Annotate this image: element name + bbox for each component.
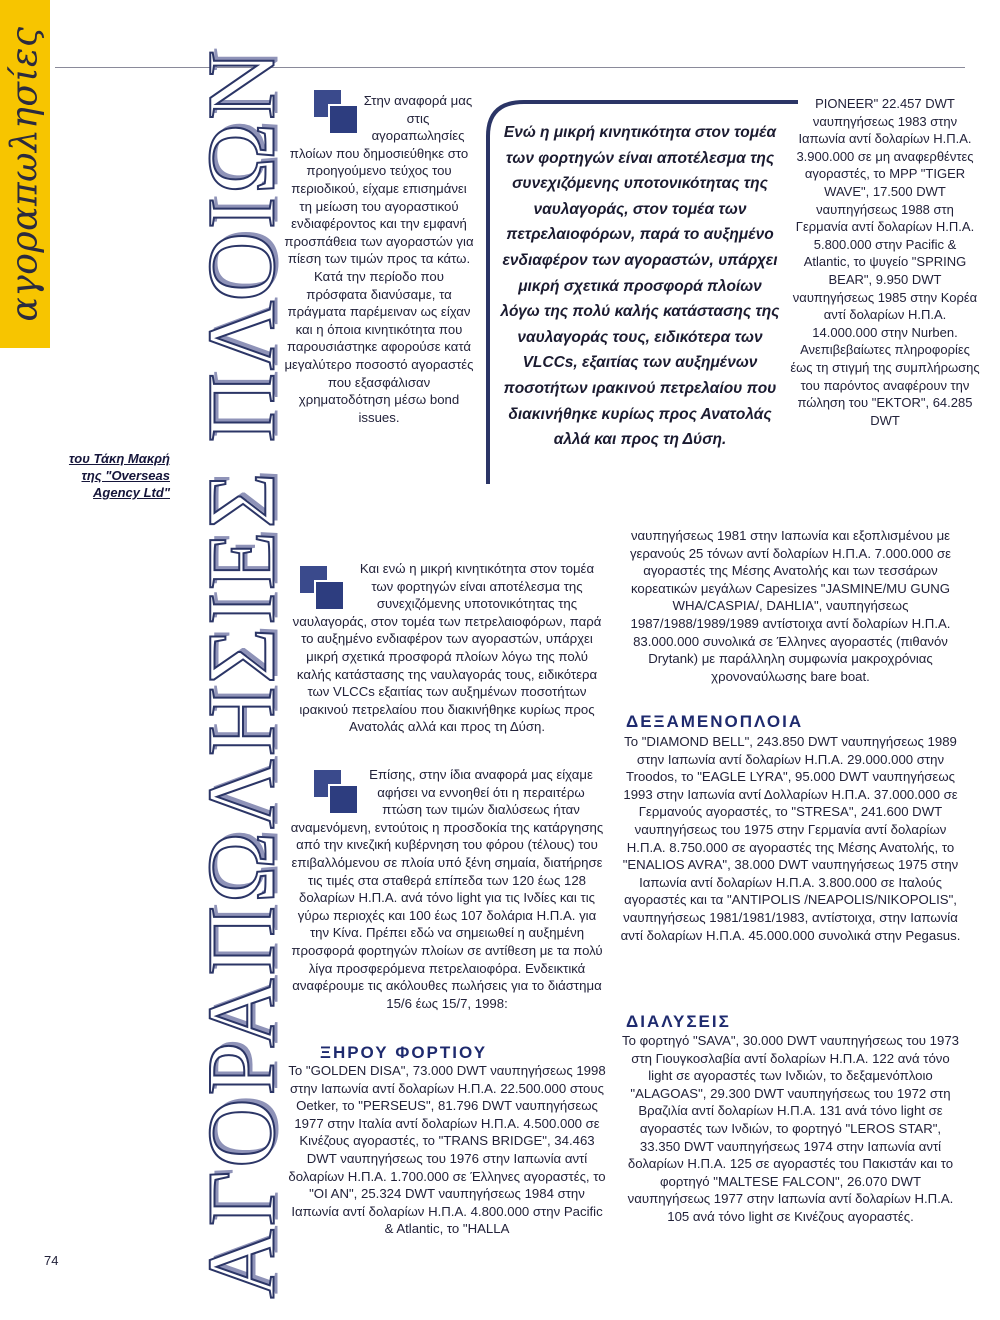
scrapping-heading: ΔΙΑΛΥΣΕΙΣ — [626, 1012, 731, 1031]
tankers-text: Το "DIAMOND BELL", 243.850 DWT ναυπηγήσεως 1989 στην Ιαπωνία αντί δολαρίων Η.Π.Α. 29.000.000 στην Troodos, το "EAGLE LYRA", 95.000 DWT ναυπηγήσεως 1993 στην Ιαπωνία αντί Δολλαρίων Η.Π.Α. 37.000.000 σε Γερμανούς αγοραστές, το "STRESA", 241.600 DWT ναυπηγήσεως του 1975 στην Γερμανία αντί δολαρίων Η.Π.Α. 8.750.000 σε αγοραστές της Μέσης Ανατολής, το "ENALIOS AVRA", 38.000 DWT ναυπηγήσεως 1975 στην Ιαπωνία αντί δολαρίων Η.Π.Α. 3.800.000 σε Ιταλούς αγοραστές και τα "ANTIPOLIS /NEAPOLIS/NIKOPOLIS", ναυπηγήσεως 1981/1981/1983, αντίστοιχα, στην Ιαπωνία αντί δολαρίων Η.Π.Α. 45.000.000 συνολικά στην Pegasus. — [620, 734, 961, 943]
article-headline: ΑΓΟΡΑΠΩΛΗΣΙΕΣ ΠΛΟΙΩΝ — [187, 47, 295, 1299]
dry-cargo-text: Το "GOLDEN DISA", 73.000 DWT ναυπηγήσεως 1998 στην Ιαπωνία αντί δολαρίων Η.Π.Α. 22.500.000 στους Oetker, το "PERSEUS", 81.796 DWT ναυπηγήσεως 1977 στην Ιταλία αντί δολαρίων Η.Π.Α. 4.500.000 σε Κινέζους αγοραστές, το "TRANS BRIDGE", 34.463 DWT ναυπηγήσεως του 1976 στην Ιαπωνία αντί δολαρίων Η.Π.Α. 1.700.000 σε Έλληνες αγοραστές, το "OI AN", 25.324 DWT ναυπηγήσεως 1984 στην Ιαπωνία αντί δολαρίων Η.Π.Α. 4.800.000 στην Pacific & Atlantic, το "HALLA — [288, 1063, 606, 1237]
pull-quote — [484, 96, 802, 488]
headline-container — [186, 47, 296, 1299]
intro-paragraph — [284, 92, 474, 426]
right-column-top: PIONEER" 22.457 DWT ναυπηγήσεως 1983 στην Ιαπωνία αντί δολαρίων Η.Π.Α. 3.900.000 σε μη αναφερθέντες αγοραστές, το MPP "TIGER WAVE", 17.500 DWT ναυπηγήσεως 1988 στη Γερμανία αντί δολαρίων Η.Π.Α. 5.800.000 στην Pacific & Atlantic, το ψυγείο "SPRING BEAR", 9.950 DWT ναυπηγήσεως 1985 στην Κορέα αντί δολαρίων Η.Π.Α. 14.000.000 στην Nurben. Ανεπιβεβαίωτες πληροφορίες έως τη στιγμή της συμπλήρωσης του παρόντος αναφέρουν την πώληση του "EKTOR", 64.285 DWT — [790, 96, 980, 428]
page-number: 74 — [44, 1253, 59, 1268]
second-paragraph — [288, 560, 606, 736]
third-paragraph-text: Επίσης, στην ίδια αναφορά μας είχαμε αφήσει να εννοηθεί ότι η περαιτέρω πτώση των τιμών διαλύσεως ήταν αναμενόμενη, εντούτοις η προσδοκία της κατάργησης από την κινεζική κυβέρνηση του φόρου (τέλους) του επιβαλλόμενου σε πλοία υπό ξένη σημαία, διατήρησε τις τιμές στα σταθερά επίπεδα των 120 έως 128 δολαρίων Η.Π.Α. ανά τόνο light για τις Ινδίες και τις γύρω περιοχές και 100 έως 107 δολάρια Η.Π.Α. για την Κίνα. Πρέπει εδώ να σημειωθεί η αυξημένη προσφορά φορτηγών πλοίων σε αντίθεση με τα πολύ λίγα προσφερόμενα πετρελαιοφόρα. Ενδεικτικά αναφέρουμε τις ακόλουθες πωλήσεις για το διάστημα 15/6 έως 15/7, 1998: — [290, 767, 604, 1011]
section-tab — [0, 0, 50, 348]
byline-company-2: Agency Ltd" — [93, 485, 170, 500]
tankers-heading: ΔΕΞΑΜΕΝΟΠΛΟΙΑ — [626, 712, 804, 731]
pull-quote-text: Ενώ η μικρή κινητικότητα στον τομέα των φορτηγών είναι αποτέλεσμα της συνεχιζόμενης υποτονικότητας της ναυλαγοράς, στον τομέα των πετρελαιοφόρων, παρά το αυξημένο ενδιαφέρον των αγοραστών, υπάρχει μικρή σχετικά προσφορά πλοίων λόγω της πολύ καλής κατάστασης της ναυλαγοράς τους, ειδικότερα των VLCCs, εξαιτίας των αυξημένων ποσοτήτων ιρακινού πετρελαίου που διακινήθηκε κυρίως προς Ανατολάς αλλά και προς τη Δύση. — [500, 124, 780, 449]
intro-paragraph-text: Στην αναφορά μας στις αγοραπωλησίες πλοίων που δημοσιεύθηκε στο προηγούμενο τεύχος του περιοδικού, είχαμε επισημάνει τη μείωση του αγοραστικού ενδιαφέροντος και την εμφανή προσπάθεια των αγοραστών για πίεση των τιμών προς τα κάτω. Κατά την περίοδο που πρόσφατα διανύσαμε, τα πράγματα παρέμειναν ως είχαν και η όποια κινητικότητα που παρουσιάστηκε αφορούσε κατά μεγαλύτερο ποσοστό αγοραστές που εξασφάλισαν χρηματοδότηση μέσω bond issues. — [284, 93, 474, 425]
right-column-continuation: ναυπηγήσεως 1981 στην Ιαπωνία και εξοπλισμένου με γερανούς 25 τόνων αντί δολαρίων Η.Π.Α. 7.000.000 σε αγοραστές της Μέσης Ανατολής και των τεσσάρων κορεατικών μεγάλων Capesizes "JASMINE/MU GUNG WHA/CASPIA/, DAHLIA", ναυπηγήσεως 1987/1988/1989/1989 αντίστοιχα αντί δολαρίων Η.Π.Α. 83.000.000 συνολικά σε Έλληνες αγοραστές (πιθανόν Drytank) με παράλληλη συμφωνία μακροχρόνιας χρονοναύλωσης bare boat. — [629, 528, 952, 684]
byline-author: του Τάκη Μακρή — [68, 451, 170, 466]
byline — [20, 450, 170, 501]
scrapping-text: Το φορτηγό "SAVA", 30.000 DWT ναυπηγήσεως του 1973 στη Γιουγκοσλαβία αντί δολαρίων Η.Π.Α. 122 ανά τόνο light σε αγοραστές των Ινδιών, το δεξαμενόπλοιο "ALAGOAS", 29.300 DWT ναυπηγήσεως του 1972 στη Βραζιλία αντί δολαρίων Η.Π.Α. 131 ανά τόνο light σε αγοραστές των Ινδιών, το φορτηγό "LEROS STAR", 33.350 DWT ναυπηγήσεως 1974 στην Ιαπωνία αντί δολαρίων Η.Π.Α. 125 σε αγοραστές του Πακιστάν και το φορτηγό "MALTESE FALCON", 26.070 DWT ναυπηγήσεως 1977 στην Ιαπωνία αντί δολαρίων Η.Π.Α. 105 ανά τόνο light σε Κινέζους αγοραστές. — [622, 1033, 959, 1224]
third-paragraph — [288, 766, 606, 1012]
dry-cargo-heading: ΞΗΡΟΥ ΦΟΡΤΙΟΥ — [320, 1043, 488, 1062]
second-paragraph-text: Και ενώ η μικρή κινητικότητα στον τομέα των φορτηγών είναι αποτέλεσμα της συνεχιζόμενης υποτονικότητας της ναυλαγοράς, στον τομέα των πετρελαιοφόρων, παρά το αυξημένο ενδιαφέρον των αγοραστών, υπάρχει μικρή σχετικά προσφορά πλοίων λόγω της πολύ καλής κατάστασης της ναυλαγοράς τους, ειδικότερα των VLCCs εξαιτίας των αυξημένων ποσοτήτων ιρακινού πετρελαίου που διακινήθηκε κυρίως προς Ανατολάς αλλά και προς τη Δύση. — [292, 561, 602, 735]
section-tab-label: αγοραπωλησίες — [4, 26, 46, 322]
byline-company-1: της "Overseas — [81, 468, 170, 483]
